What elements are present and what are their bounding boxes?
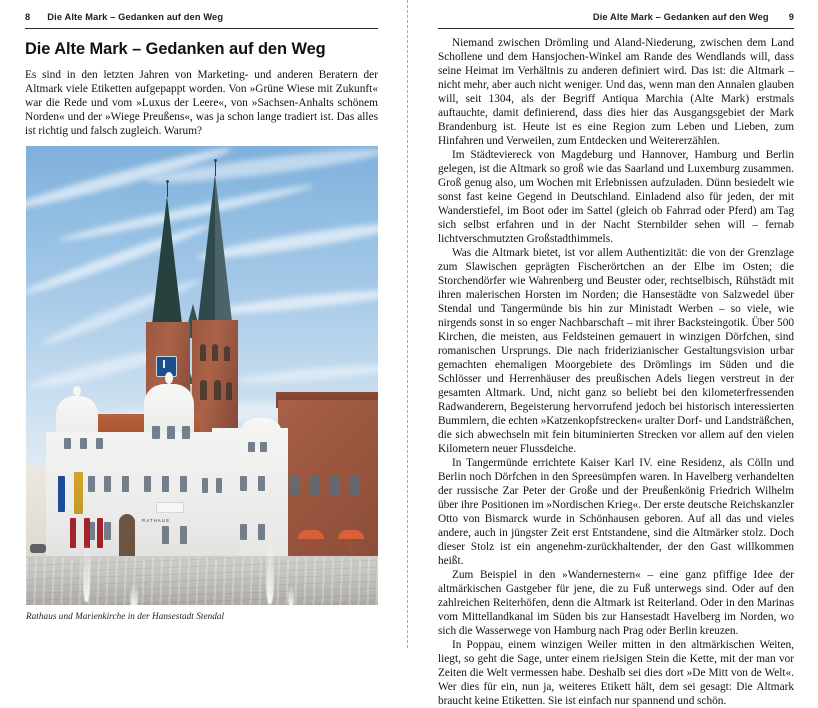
facade-window — [248, 442, 255, 452]
facade-window — [180, 526, 187, 544]
facade-window — [258, 476, 265, 491]
facade-window — [330, 476, 339, 496]
facade-window — [350, 476, 359, 496]
facade-window — [80, 438, 87, 449]
gable-finial — [165, 372, 173, 384]
facade-window — [216, 478, 222, 493]
right-body-copy — [438, 36, 794, 708]
flag-europe — [58, 476, 65, 512]
running-head-left — [25, 12, 378, 29]
chapter-title: Die Alte Mark – Gedanken auf den Weg — [25, 40, 378, 58]
rathaus-entrance-door — [119, 514, 135, 558]
facade-window — [240, 476, 247, 491]
flag-banner — [70, 518, 76, 548]
photo-rathaus-marienkirche — [26, 146, 378, 605]
cobblestone-pattern — [26, 558, 378, 605]
fountain-jet — [288, 586, 294, 605]
facade-window — [167, 426, 175, 439]
rathaus-balcony — [156, 502, 184, 513]
intro-paragraph: Es sind in den letzten Jahren von Marketing- und anderen Beratern der Altmark viele Etiketten aufgepappt worden. Von »Grüne Wiese mit Zukunft« war die Rede und vom »Luxus der Leere«, von »Sachsen-Anhalts schönem Norden« und der »Wiege Preußens«, was ja schon lange tradiert ist. Das alles ist richtig und falsch zugleich. Warum? — [25, 68, 378, 138]
page-right — [410, 0, 818, 648]
paragraph: In Poppau, einem winzigen Weiler mitten in den altmärkischen Weiten, liegt, so geht die Sage, unter einem rieJsigen Stein die Kette, mit der man vor Zeiten die Welt vermessen habe. Deshalb sei dies dort »De Mitt von de Welt«. Wer dies für ein, nun ja, weiteres Etikett hält, dem sei gesagt: Die Altmark braucht keine Etiketten. Sie ist einfach nur spannend und schön. — [438, 638, 794, 708]
gable-finial — [73, 386, 81, 396]
spire-highlight — [215, 174, 232, 322]
tower-window — [224, 346, 230, 361]
facade-window — [144, 476, 151, 492]
page-left — [0, 0, 408, 648]
running-head-title-right: Die Alte Mark – Gedanken auf den Weg — [593, 12, 769, 22]
rathaus-sign-text: RATHAUS — [142, 518, 180, 524]
awning-pole — [350, 538, 351, 550]
facade-window — [122, 476, 129, 492]
running-head-right — [438, 12, 794, 29]
paragraph: Niemand zwischen Drömling und Aland-Niederung, zwischen dem Land Schollene und dem Hansjochen-Winkel am Rande des Wendlands will, dass seine Heimat im Verhältnis zu anderen definiert wird. Das ist: die Altmark – nicht mehr, aber auch nicht weniger. Und das, wenn man den Annalen glauben will, seit 1304, als der Begriff Antiqua Marchia (Alte Mark) erstmals auftauchte, damit definierend, dass dies hier das Ausgangsgebiet der Mark Brandenburg ist. Heute ist es eine Region zum Leben und Lieben, zum Hinfahren und Verweilen, zum Entdecken und Weitererzählen. — [438, 36, 794, 148]
church-spire-left — [152, 196, 182, 324]
facade-window — [310, 476, 319, 496]
clock-hands — [163, 360, 165, 368]
facade-window — [240, 524, 247, 540]
paragraph: Was die Altmark bietet, ist vor allem Authentizität: die von der Grenzlage zum Slawischen geprägten Fischerörtchen an der Elbe im Osten; die Storchendörfer wie Wahrenberg und Beuster oder, rechtselbisch, Rühstädt mit ihren malerischen Horsten im Norden; die Hansestädte von Salzwedel über Stendal und Tangermünde bis hin zur Ministadt Werben – so viele, wie nirgends sonst in so enger Nachbarschaft – mit ihrer Backsteingotik. Über 500 Kirchen, die meisten, aus Feldsteinen gemauert in winzigen Dörfchen, sind romanischen Ursprungs. Die nach friderizianischer Gestaltungsvision urbar gemachten ehemaligen Moorgebiete des Drömlings im Süden und die Schlösser und Herrenhäuser des preußischen Adels liegen verstreut in der gesamten Altmark. Und, nicht ganz so beliebt bei den kilometerfressenden Radwanderern, Begeisterung hervorrufend jedoch bei historisch interessierten Bummlern, die echten »Katzenkopfstrecken« uralter Dorf- und Landsträßchen, die sich abwechseln mit fein bituminierten Strecken vor allem auf den vielen Kilometern neuer Flussdeiche. — [438, 246, 794, 456]
photo-caption: Rathaus und Marienkirche in der Hansestadt Stendal — [26, 611, 378, 621]
flag-banner — [97, 518, 103, 548]
left-body-copy — [25, 68, 378, 138]
facade-window — [96, 438, 103, 449]
facade-window — [180, 476, 187, 492]
facade-window — [88, 476, 95, 492]
facade-window — [260, 442, 267, 452]
fountain-jet — [266, 542, 274, 604]
tower-window — [226, 382, 232, 400]
folio-left: 8 — [25, 12, 30, 22]
facade-window — [162, 526, 169, 544]
tower-window — [200, 380, 207, 400]
facade-window — [64, 438, 71, 449]
parked-car — [30, 544, 46, 553]
photo-figure — [26, 146, 378, 621]
gutter-fold-mark — [407, 0, 408, 648]
fountain-jet — [130, 584, 138, 605]
flag-sachsen-anhalt — [74, 472, 83, 514]
paragraph: Zum Beispiel in den »Wandernestern« – eine ganz pfiffige Idee der altmärkischen Gastgeber für jene, die zu Fuß unterwegs sind. Oder auf den zahlreichen Reiterhöfen, denn die Altmark ist Reiterland. Oder in den Marinas vom Mittellandkanal im Süden bis zur Hansestadt Havelberg im Norden, wo sich die Wasserwege von Hamburg nach Prag oder Berlin kreuzen. — [438, 568, 794, 638]
facade-window — [202, 478, 208, 493]
cafe-awning — [298, 530, 324, 539]
facade-window — [152, 426, 160, 439]
facade-window — [104, 522, 111, 540]
facade-window — [162, 476, 169, 492]
spire-finial — [167, 182, 169, 197]
folio-right: 9 — [789, 12, 794, 22]
facade-window — [104, 476, 111, 492]
awning-pole — [310, 538, 311, 550]
paragraph: Im Städteviereck von Magdeburg und Hannover, Hamburg und Berlin gelegen, ist die Altmark so groß wie das Saarland und Luxemburg zusammen. Groß genug also, um Wochen mit Erlebnissen aufzuladen. Dünn besiedelt wie sonst fast keine Gegend in Deutschland. Einladend also für jeden, der mit Wanderstiefel, im Boot oder im Sattel (gleich ob Fahrrad oder Pferd) am Tag sich selbst erfahren und in der Nacht Sternbilder sehen will – fernab lichtverschmutzten Großstadthimmels. — [438, 148, 794, 246]
fountain-jet — [83, 544, 90, 602]
paragraph: In Tangermünde errichtete Kaiser Karl IV. eine Residenz, als Cölln und Berlin noch Dörfchen in den Spreesümpfen waren. In Havelberg verhandelten der russische Zar Peter der Große und der Preußenkönig Friedrich Wilhelm über ihre Positionen im »Nordischen Krieg«. Der erste deutsche Reichskanzler Otto von Bismarck wurde in Schönhausen geboren. Auf all das und vieles andere, auch in jüngster Zeit erst Entstandene, sind die Altmärker stolz. Doch dieser Stolz ist ein angenehm-zurückhaltender, der den Gast willkommen heißt. — [438, 456, 794, 568]
facade-window — [182, 426, 190, 439]
tower-window — [200, 344, 206, 361]
facade-window — [290, 476, 299, 496]
facade-window — [258, 524, 265, 540]
tower-window — [214, 380, 221, 400]
tower-window — [212, 344, 218, 361]
cafe-awning — [338, 530, 364, 539]
running-head-title-left: Die Alte Mark – Gedanken auf den Weg — [47, 12, 223, 22]
